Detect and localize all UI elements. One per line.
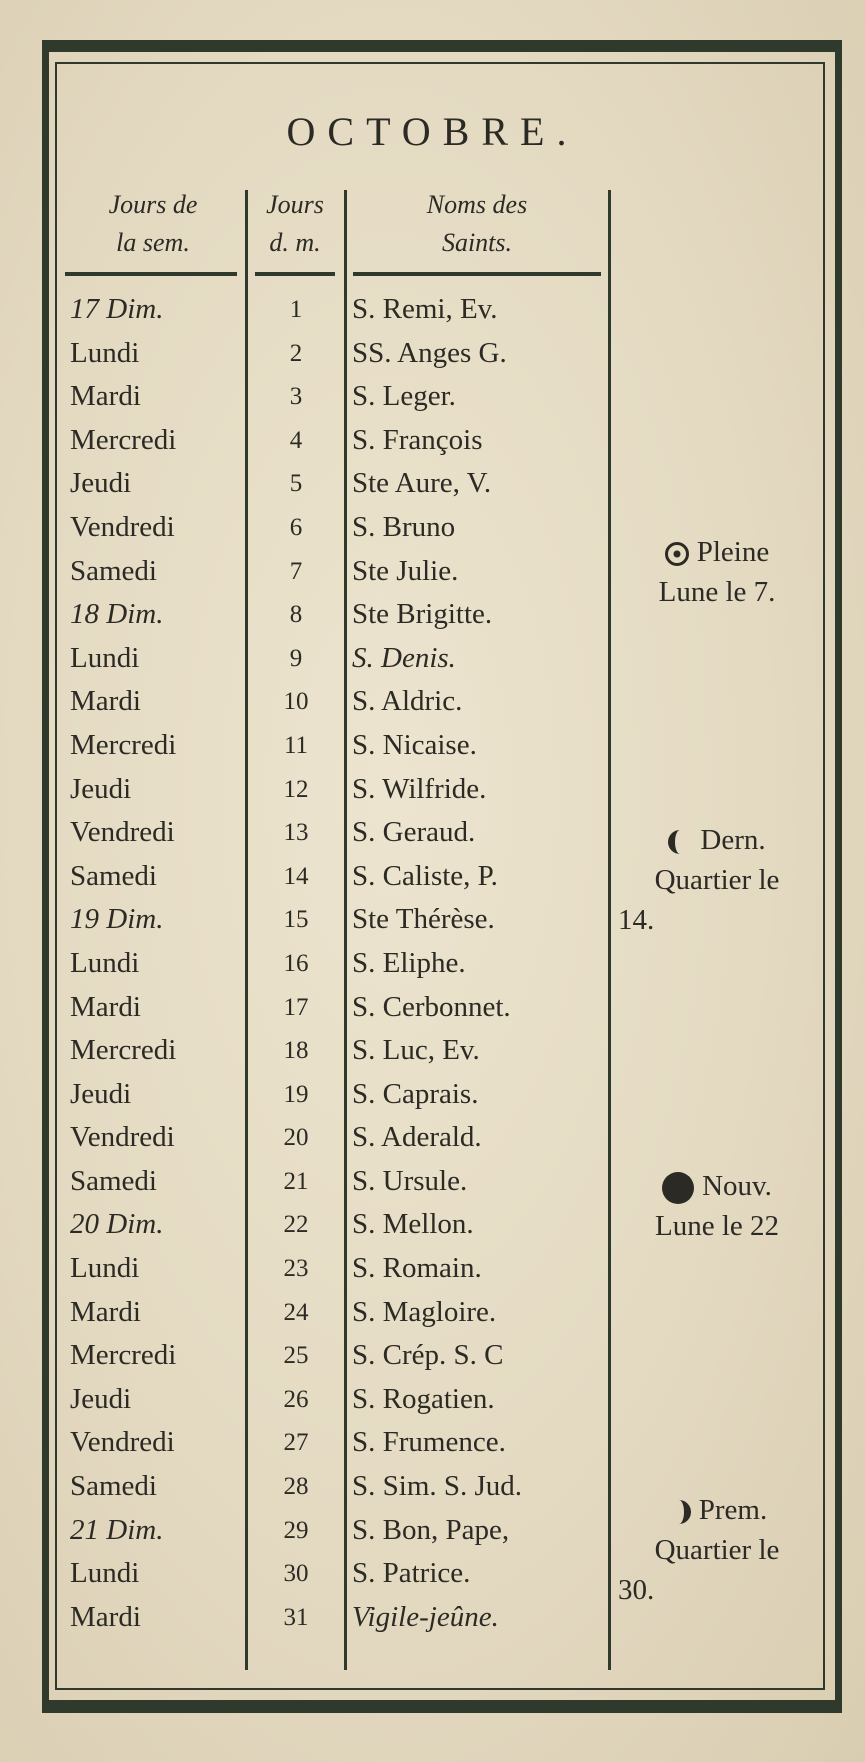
- header-line: Saints.: [441, 228, 513, 257]
- weekday-cell: 19 Dim.: [70, 903, 164, 936]
- moon-text: Pleine: [696, 536, 770, 568]
- day-number-cell: 17: [283, 993, 309, 1021]
- header-underline: [65, 272, 237, 276]
- border-top: [42, 40, 842, 52]
- inner-border-bottom: [55, 1688, 825, 1690]
- calendar-row: [0, 1029, 865, 1073]
- weekday-cell: Samedi: [70, 859, 157, 892]
- header-saints: [347, 186, 607, 262]
- saint-name-cell: S. Crép. S. C: [352, 1339, 504, 1372]
- calendar-row: [0, 288, 865, 332]
- header-line: Noms des: [426, 190, 528, 219]
- saint-name-cell: S. Bon, Pape,: [352, 1513, 510, 1546]
- calendar-row: [0, 768, 865, 812]
- saint-name-cell: S. Caprais.: [352, 1077, 479, 1110]
- weekday-cell: 17 Dim.: [70, 293, 164, 325]
- day-number-cell: 31: [283, 1603, 309, 1631]
- saint-name-cell: Vigile-jeûne.: [352, 1600, 499, 1633]
- saint-name-cell: S. Mellon.: [352, 1208, 474, 1241]
- saint-name-cell: Ste Julie.: [352, 554, 459, 587]
- weekday-cell: Lundi: [70, 946, 140, 979]
- day-number-cell: 1: [289, 296, 303, 323]
- saint-name-cell: S. Leger.: [352, 380, 456, 413]
- weekday-cell: Lundi: [70, 1557, 140, 1590]
- weekday-cell: Jeudi: [70, 772, 132, 805]
- calendar-row: [0, 1378, 865, 1422]
- saint-name-cell: S. Wilfride.: [352, 772, 487, 805]
- weekday-cell: Mardi: [70, 1600, 141, 1633]
- header-weekday: [62, 186, 244, 262]
- weekday-cell: Mardi: [70, 380, 141, 413]
- day-number-cell: 24: [283, 1298, 309, 1326]
- day-number-cell: 12: [283, 775, 309, 803]
- calendar-row: [0, 332, 865, 376]
- saint-name-cell: S. Frumence.: [352, 1426, 506, 1459]
- day-number-cell: 5: [289, 470, 303, 498]
- moon-phase-full: [612, 532, 822, 612]
- calendar-row: [0, 1247, 865, 1291]
- saint-name-cell: Ste Aure, V.: [352, 467, 492, 500]
- moon-phase-first-quarter: [612, 1490, 822, 1610]
- weekday-cell: Vendredi: [70, 510, 175, 543]
- weekday-cell: Mardi: [70, 685, 141, 718]
- day-number-cell: 28: [283, 1473, 309, 1501]
- weekday-cell: Jeudi: [70, 1077, 132, 1110]
- border-bottom: [42, 1700, 842, 1713]
- saint-name-cell: S. Nicaise.: [352, 728, 477, 761]
- weekday-cell: Mercredi: [70, 1034, 177, 1067]
- weekday-cell: Mardi: [70, 1295, 141, 1328]
- saint-name-cell: S. Cerbonnet.: [352, 990, 511, 1023]
- calendar-row: [0, 942, 865, 986]
- saint-name-cell: Ste Brigitte.: [352, 598, 493, 631]
- day-number-cell: 16: [283, 949, 309, 977]
- saint-name-cell: S. Denis.: [352, 641, 456, 674]
- header-day-number: [247, 186, 343, 262]
- day-number-cell: 10: [283, 688, 309, 716]
- header-underline: [353, 272, 601, 276]
- calendar-row: [0, 1116, 865, 1160]
- day-number-cell: 27: [283, 1429, 309, 1457]
- weekday-cell: 18 Dim.: [70, 598, 164, 631]
- day-number-cell: 26: [283, 1385, 309, 1413]
- moon-text: Prem.: [698, 1494, 768, 1526]
- saint-name-cell: Ste Thérèse.: [352, 903, 495, 936]
- weekday-cell: 20 Dim.: [70, 1208, 164, 1241]
- calendar-row: [0, 680, 865, 724]
- calendar-row: [0, 375, 865, 419]
- moon-text: Quartier le: [654, 1534, 780, 1566]
- saint-name-cell: S. Sim. S. Jud.: [352, 1470, 523, 1503]
- day-number-cell: 13: [283, 819, 309, 847]
- full-moon-icon: [665, 542, 689, 566]
- weekday-cell: 21 Dim.: [70, 1513, 164, 1546]
- weekday-cell: Mercredi: [70, 1339, 177, 1372]
- saint-name-cell: S. Luc, Ev.: [352, 1034, 480, 1067]
- moon-text: Quartier le: [654, 864, 780, 896]
- calendar-row: [0, 637, 865, 681]
- calendar-row: [0, 419, 865, 463]
- weekday-cell: Lundi: [70, 641, 140, 674]
- day-number-cell: 15: [283, 906, 309, 934]
- day-number-cell: 6: [289, 513, 303, 541]
- new-moon-icon: [662, 1172, 694, 1204]
- page-title: OCTOBRE.: [286, 109, 579, 154]
- weekday-cell: Jeudi: [70, 1382, 132, 1415]
- calendar-row: [0, 724, 865, 768]
- day-number-cell: 8: [289, 601, 303, 629]
- moon-text: Lune le 22: [654, 1210, 779, 1242]
- day-number-cell: 11: [283, 731, 309, 759]
- calendar-row: [0, 986, 865, 1030]
- day-number-cell: 20: [283, 1124, 309, 1152]
- day-number-cell: 9: [289, 644, 303, 672]
- calendar-row: [0, 462, 865, 506]
- moon-text: 14.: [618, 904, 655, 936]
- saint-name-cell: S. Romain.: [352, 1252, 482, 1285]
- saint-name-cell: S. Bruno: [352, 510, 456, 543]
- saint-name-cell: S. Eliphe.: [352, 946, 466, 979]
- calendar-row: [0, 1073, 865, 1117]
- saint-name-cell: SS. Anges G.: [352, 336, 507, 369]
- moon-text: Lune le 7.: [658, 576, 776, 608]
- weekday-cell: Lundi: [70, 336, 140, 369]
- weekday-cell: Samedi: [70, 554, 157, 587]
- saint-name-cell: S. Caliste, P.: [352, 859, 498, 892]
- weekday-cell: Lundi: [70, 1252, 140, 1285]
- weekday-cell: Vendredi: [70, 816, 175, 849]
- saint-name-cell: S. Remi, Ev.: [352, 293, 498, 325]
- day-number-cell: 30: [283, 1560, 309, 1588]
- saint-name-cell: S. Aldric.: [352, 685, 463, 718]
- saint-name-cell: S. Geraud.: [352, 816, 476, 849]
- calendar-row: [0, 1421, 865, 1465]
- moon-phase-new: [612, 1166, 822, 1246]
- weekday-cell: Mercredi: [70, 423, 177, 456]
- moon-text: 30.: [618, 1574, 655, 1606]
- day-number-cell: 23: [283, 1255, 309, 1283]
- calendar-rows: [0, 288, 865, 1639]
- moon-text: Nouv.: [702, 1170, 772, 1202]
- header-line: la sem.: [116, 228, 190, 257]
- day-number-cell: 25: [283, 1342, 309, 1370]
- calendar-row: [0, 1334, 865, 1378]
- header-underline: [255, 272, 335, 276]
- day-number-cell: 18: [283, 1037, 309, 1065]
- saint-name-cell: S. Patrice.: [352, 1557, 471, 1590]
- day-number-cell: 7: [289, 557, 303, 585]
- header-line: Jours de: [108, 190, 198, 219]
- day-number-cell: 3: [289, 383, 303, 411]
- inner-border-top: [55, 62, 825, 64]
- day-number-cell: 21: [283, 1167, 309, 1195]
- day-number-cell: 2: [289, 339, 303, 367]
- calendar-row: [0, 1291, 865, 1335]
- weekday-cell: Vendredi: [70, 1426, 175, 1459]
- first-quarter-icon: [667, 1500, 691, 1524]
- moon-text: Dern.: [700, 824, 766, 856]
- weekday-cell: Mercredi: [70, 728, 177, 761]
- saint-name-cell: S. Ursule.: [352, 1164, 468, 1197]
- weekday-cell: Vendredi: [70, 1121, 175, 1154]
- weekday-cell: Samedi: [70, 1470, 157, 1503]
- saint-name-cell: S. Rogatien.: [352, 1382, 495, 1415]
- day-number-cell: 14: [283, 862, 309, 890]
- day-number-cell: 22: [283, 1211, 309, 1239]
- saint-name-cell: S. François: [352, 423, 483, 456]
- saint-name-cell: S. Magloire.: [352, 1295, 497, 1328]
- header-line: Jours: [266, 190, 324, 219]
- last-quarter-icon: [668, 830, 692, 854]
- moon-phase-last-quarter: [612, 820, 822, 940]
- header-line: d. m.: [269, 228, 321, 257]
- day-number-cell: 19: [283, 1080, 309, 1108]
- weekday-cell: Jeudi: [70, 467, 132, 500]
- day-number-cell: 29: [283, 1516, 309, 1544]
- day-number-cell: 4: [289, 426, 303, 454]
- weekday-cell: Mardi: [70, 990, 141, 1023]
- weekday-cell: Samedi: [70, 1164, 157, 1197]
- saint-name-cell: S. Aderald.: [352, 1121, 482, 1154]
